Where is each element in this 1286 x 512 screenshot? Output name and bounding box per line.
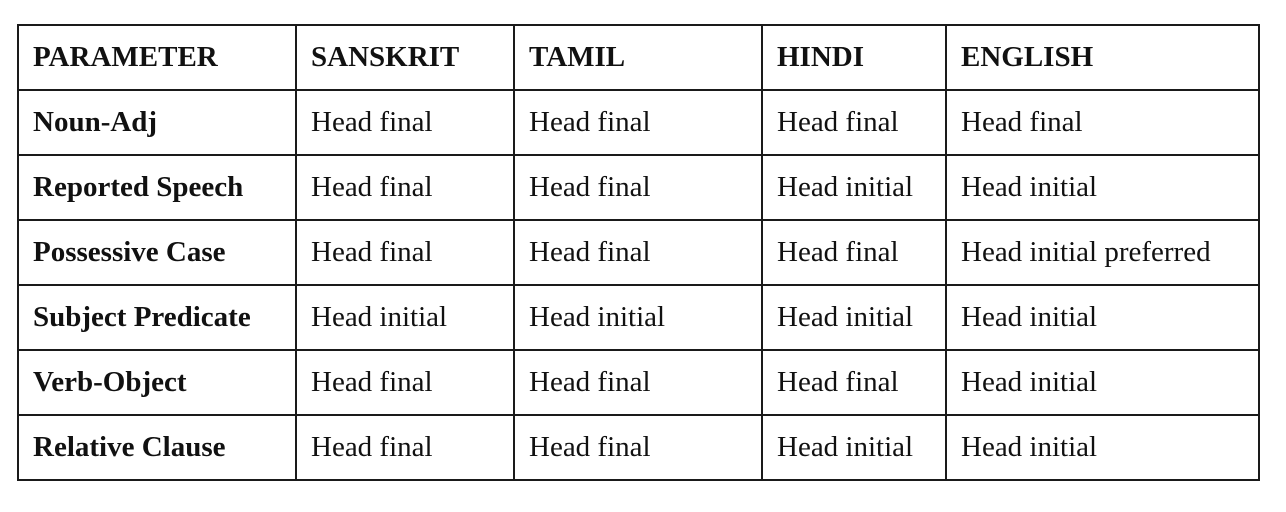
row-parameter-cell: Reported Speech: [18, 155, 296, 220]
sanskrit-cell: Head final: [296, 350, 514, 415]
tamil-cell: Head final: [514, 90, 762, 155]
hindi-cell: Head final: [762, 350, 946, 415]
hindi-cell: Head initial: [762, 155, 946, 220]
sanskrit-cell: Head final: [296, 155, 514, 220]
header-cell-parameter: PARAMETER: [18, 25, 296, 90]
english-cell: Head initial preferred: [946, 220, 1259, 285]
hindi-cell: Head final: [762, 220, 946, 285]
english-cell: Head final: [946, 90, 1259, 155]
tamil-cell: Head final: [514, 220, 762, 285]
row-parameter-cell: Subject Predicate: [18, 285, 296, 350]
tamil-cell: Head final: [514, 350, 762, 415]
table-row: [18, 155, 1259, 220]
tamil-cell: Head final: [514, 155, 762, 220]
tamil-cell: Head initial: [514, 285, 762, 350]
hindi-cell: Head initial: [762, 285, 946, 350]
english-cell: Head initial: [946, 285, 1259, 350]
english-cell: Head initial: [946, 415, 1259, 480]
hindi-cell: Head initial: [762, 415, 946, 480]
table-row: [18, 285, 1259, 350]
table-row: [18, 220, 1259, 285]
row-parameter-cell: Possessive Case: [18, 220, 296, 285]
sanskrit-cell: Head final: [296, 220, 514, 285]
row-parameter-cell: Verb-Object: [18, 350, 296, 415]
english-cell: Head initial: [946, 155, 1259, 220]
header-row: [18, 25, 1259, 90]
row-parameter-cell: Noun-Adj: [18, 90, 296, 155]
tamil-cell: Head final: [514, 415, 762, 480]
sanskrit-cell: Head final: [296, 90, 514, 155]
table-row: [18, 90, 1259, 155]
header-cell-sanskrit: SANSKRIT: [296, 25, 514, 90]
parameter-table: [17, 24, 1260, 481]
english-cell: Head initial: [946, 350, 1259, 415]
table-row: [18, 350, 1259, 415]
table-row: [18, 415, 1259, 480]
hindi-cell: Head final: [762, 90, 946, 155]
sanskrit-cell: Head final: [296, 415, 514, 480]
header-cell-hindi: HINDI: [762, 25, 946, 90]
row-parameter-cell: Relative Clause: [18, 415, 296, 480]
header-cell-english: ENGLISH: [946, 25, 1259, 90]
header-cell-tamil: TAMIL: [514, 25, 762, 90]
sanskrit-cell: Head initial: [296, 285, 514, 350]
